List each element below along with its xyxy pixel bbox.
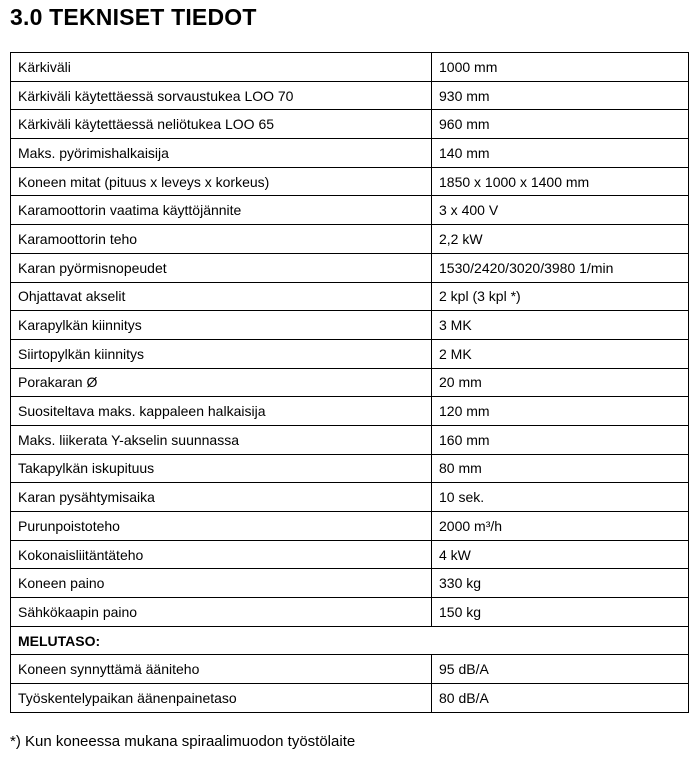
table-row	[11, 368, 689, 397]
table-row	[11, 569, 689, 598]
spec-value: 3 x 400 V	[432, 196, 689, 225]
table-row	[11, 425, 689, 454]
table-row	[11, 339, 689, 368]
spec-label: Karamoottorin vaatima käyttöjännite	[11, 196, 432, 225]
spec-label: Kärkiväli käytettäessä sorvaustukea LOO 70	[11, 81, 432, 110]
table-row	[11, 483, 689, 512]
table-row	[11, 454, 689, 483]
noise-section-title: MELUTASO:	[11, 626, 689, 655]
spec-value: 2 MK	[432, 339, 689, 368]
footnote: *) Kun koneessa mukana spiraalimuodon työstölaite	[10, 733, 356, 750]
table-row	[11, 110, 689, 139]
section-header-row	[11, 626, 689, 655]
spec-value: 140 mm	[432, 139, 689, 168]
table-row	[11, 397, 689, 426]
table-row	[11, 81, 689, 110]
spec-value: 1850 x 1000 x 1400 mm	[432, 167, 689, 196]
spec-label: Ohjattavat akselit	[11, 282, 432, 311]
spec-label: Karapylkän kiinnitys	[11, 311, 432, 340]
spec-label: Kärkiväli	[11, 53, 432, 82]
spec-label: Porakaran Ø	[11, 368, 432, 397]
spec-label: Maks. pyörimishalkaisija	[11, 139, 432, 168]
spec-value: 1530/2420/3020/3980 1/min	[432, 253, 689, 282]
spec-label: Kärkiväli käytettäessä neliötukea LOO 65	[11, 110, 432, 139]
spec-label: Siirtopylkän kiinnitys	[11, 339, 432, 368]
spec-label: Karan pyörmisnopeudet	[11, 253, 432, 282]
spec-value: 20 mm	[432, 368, 689, 397]
spec-value: 2 kpl (3 kpl *)	[432, 282, 689, 311]
spec-value: 4 kW	[432, 540, 689, 569]
spec-label: Karan pysähtymisaika	[11, 483, 432, 512]
spec-label: Karamoottorin teho	[11, 225, 432, 254]
table-row	[11, 196, 689, 225]
spec-value: 2000 m³/h	[432, 512, 689, 541]
table-row	[11, 139, 689, 168]
spec-label: Purunpoistoteho	[11, 512, 432, 541]
spec-label: Koneen mitat (pituus x leveys x korkeus)	[11, 167, 432, 196]
spec-value: 2,2 kW	[432, 225, 689, 254]
spec-value: 160 mm	[432, 425, 689, 454]
spec-value: 10 sek.	[432, 483, 689, 512]
table-row	[11, 225, 689, 254]
table-row	[11, 167, 689, 196]
spec-label: Takapylkän iskupituus	[11, 454, 432, 483]
technical-specs-table	[10, 52, 689, 713]
table-row	[11, 684, 689, 713]
spec-label: Suositeltava maks. kappaleen halkaisija	[11, 397, 432, 426]
page-title: 3.0 TEKNISET TIEDOT	[10, 4, 257, 30]
spec-value: 1000 mm	[432, 53, 689, 82]
spec-value: 150 kg	[432, 598, 689, 627]
table-row	[11, 655, 689, 684]
table-row	[11, 598, 689, 627]
spec-value: 930 mm	[432, 81, 689, 110]
spec-value: 120 mm	[432, 397, 689, 426]
spec-value: 80 dB/A	[432, 684, 689, 713]
spec-label: Kokonaisliitäntäteho	[11, 540, 432, 569]
table-row	[11, 512, 689, 541]
table-row	[11, 53, 689, 82]
spec-value: 95 dB/A	[432, 655, 689, 684]
spec-label: Työskentelypaikan äänenpainetaso	[11, 684, 432, 713]
table-row	[11, 311, 689, 340]
table-row	[11, 282, 689, 311]
spec-value: 960 mm	[432, 110, 689, 139]
spec-value: 330 kg	[432, 569, 689, 598]
spec-label: Koneen paino	[11, 569, 432, 598]
spec-value: 80 mm	[432, 454, 689, 483]
spec-value: 3 MK	[432, 311, 689, 340]
table-row	[11, 540, 689, 569]
spec-label: Koneen synnyttämä ääniteho	[11, 655, 432, 684]
spec-label: Maks. liikerata Y-akselin suunnassa	[11, 425, 432, 454]
table-row	[11, 253, 689, 282]
spec-label: Sähkökaapin paino	[11, 598, 432, 627]
